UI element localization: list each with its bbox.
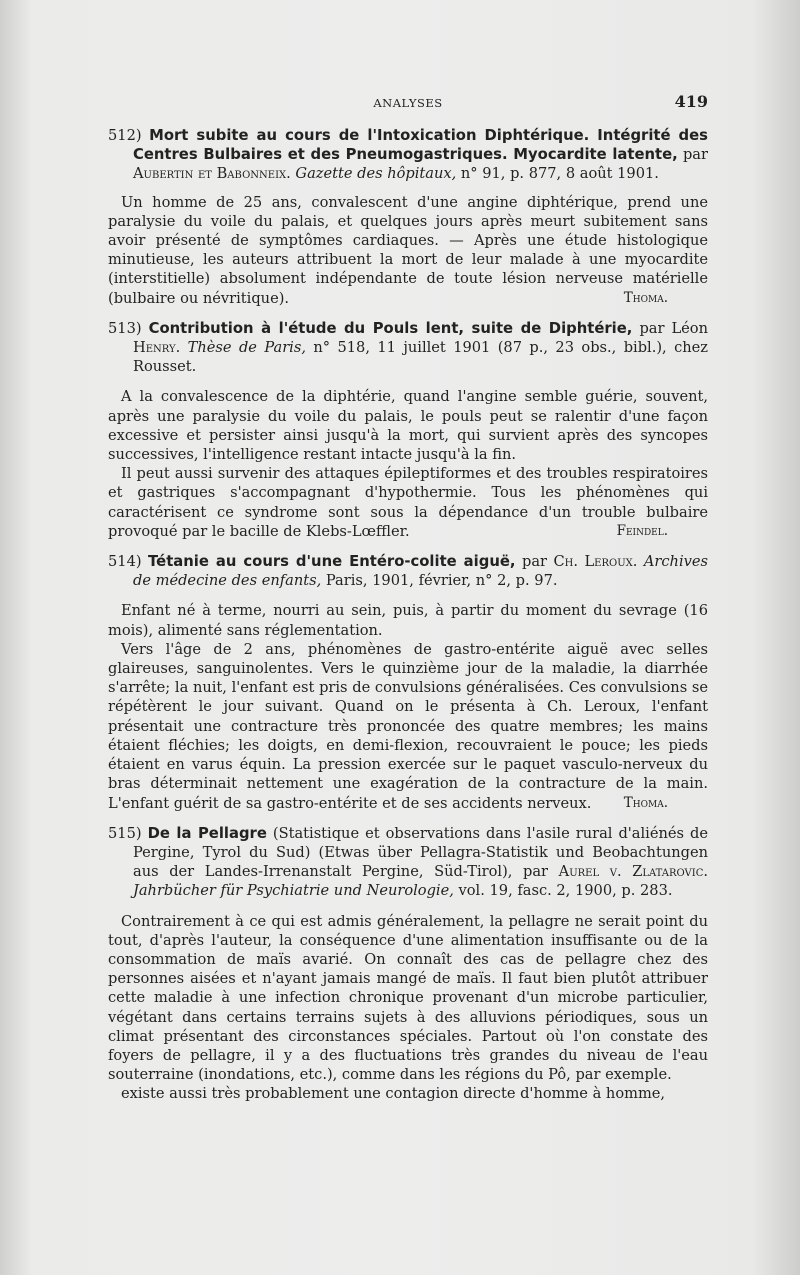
entry-authors: Henry. — [133, 339, 181, 357]
entry-title: Mort subite au cours de l'Intoxication Diphtérique. Intégrité des Centres Bulbaires et des Pneumogastriques. Myocardite latente, — [133, 127, 708, 164]
entry-heading — [108, 552, 708, 590]
entry-reference: n° 518, 11 juillet 1901 (87 p., 23 obs., bibl.), chez Rousset. — [133, 339, 708, 376]
entry-number: 513) — [108, 319, 142, 337]
entry-number: 514) — [108, 553, 142, 571]
signature: Feindel. — [616, 522, 668, 539]
signature: Thoma. — [623, 794, 668, 811]
paragraph: A la convalescence de la diphtérie, quand l'angine semble guérie, souvent, après une paralysie du voile du palais, le pouls peut se ralentir d'une façon excessive et persister ainsi jusqu'à la mort, qui survient après des syncopes successives, l'intelligence restant intacte jusqu'à la fin. — [108, 388, 708, 464]
entry-pre: par — [521, 553, 548, 571]
entry-title: De la Pellagre — [147, 824, 267, 842]
paragraph-text: Un homme de 25 ans, convalescent d'une angine diphtérique, prend une paralysie du voile du palais, et quelques jours après meurt subitement sans avoir présenté de symptômes cardiaques. — Après une étude histologique minutieuse, les auteurs attribuent la mort de leur malade à une myocardite (interstitielle) absolument indépendante de toute lésion nerveuse matérielle (bulbaire ou névritique). — [108, 193, 708, 307]
signature: Thoma. — [623, 289, 668, 306]
paragraph: existe aussi très probablement une contagion directe d'homme à homme, — [121, 1085, 666, 1103]
entry-title: Tétanie au cours d'une Entéro-colite aiguë, — [148, 553, 516, 571]
entry-journal: Thèse de Paris, — [187, 339, 306, 357]
entry-reference: n° 91, p. 877, 8 août 1901. — [460, 165, 659, 183]
entry-journal: Gazette des hôpitaux, — [295, 165, 457, 183]
entry-pre: par — [682, 146, 708, 164]
entry-reference: vol. 19, fasc. 2, 1900, p. 283. — [458, 882, 673, 900]
entry-reference: Paris, 1901, février, n° 2, p. 97. — [325, 572, 558, 590]
running-title: ANALYSES — [373, 96, 443, 110]
page-header — [108, 92, 708, 116]
entry-journal: Archives de médecine des enfants, — [133, 553, 708, 590]
entry-authors: Ch. Leroux. — [553, 553, 638, 571]
entry-heading — [108, 824, 708, 901]
entry-number: 515) — [108, 824, 142, 842]
entry-number: 512) — [108, 127, 142, 144]
paragraph: Enfant né à terme, nourri au sein, puis, à partir du moment du sevrage (16 mois), alimenté sans réglementation. — [108, 602, 708, 639]
entry-pre: par Léon — [639, 319, 708, 337]
entry-title: Contribution à l'étude du Pouls lent, suite de Diphtérie, — [148, 319, 633, 337]
paragraph: Contrairement à ce qui est admis généralement, la pellagre ne serait point du tout, d'après l'auteur, la conséquence d'une alimentation insuffisante ou de la consommation de maïs avarié. On connaît des cas de pellagre chez des personnes aisées et n'ayant jamais mangé de maïs. Il faut bien plutôt attribuer cette maladie à une infection chronique provenant d'un microbe particulier, végétant dans certains terrains sujets à des alluvions périodiques, sous un climat présentant des circonstances spéciales. Partout où l'on constate des foyers de pellagre, il y a des fluctuations très grandes du niveau de l'eau souterraine (inondations, etc.), comme dans les régions du Pô, par exemple. — [108, 912, 708, 1084]
paragraph — [108, 640, 708, 813]
paragraph — [108, 193, 708, 308]
paragraph-text: Vers l'âge de 2 ans, phénomènes de gastro-entérite aiguë avec selles glaireuses, sanguinolentes. Vers le quinzième jour de la maladie, la diarrhée s'arrête; la nuit, l'enfant est pris de convulsions généralisées. Ces convulsions se répétèrent le jour suivant. Quand on le présenta à Ch. Leroux, l'enfant présentait une contracture très prononcée des quatre membres; les mains étaient fléchies; les doigts, en demi-flexion, recouvraient le pouce; les pieds étaient en varus équin. La pression exercée sur le paquet vasculo-nerveux du bras déterminait nettement une exagération de la contracture de la main. L'enfant guérit de sa gastro-entérite et de ses accidents nerveux. — [108, 640, 708, 812]
entry-heading — [108, 319, 708, 377]
entry-heading — [108, 126, 708, 184]
page-number: 419 — [674, 92, 708, 111]
entry-pre: (Statistique et observations dans l'asile rural d'aliénés de Pergine, Tyrol du Sud) (Etwas über Pellagra-Statistik und Beobachtungen aus der Landes-Irrenanstalt Pergine, Süd-Tirol), par — [133, 824, 708, 881]
entry-authors: Aurel v. Zlatarovic. — [558, 863, 709, 881]
article-body — [108, 126, 708, 1104]
paragraph-text: Il peut aussi survenir des attaques épileptiformes et des troubles respiratoires et gastriques s'accompagnant d'hypothermie. Tous les phénomènes qui caractérisent ce syndrome sont sous la dépendance d'un trouble bulbaire provoqué par le bacille de Klebs-Lœffler. — [108, 465, 708, 540]
entry-journal: Jahrbücher für Psychiatrie und Neurologie, — [133, 882, 454, 900]
paragraph — [108, 464, 708, 541]
entry-authors: Aubertin et Babonneix. — [133, 165, 291, 183]
